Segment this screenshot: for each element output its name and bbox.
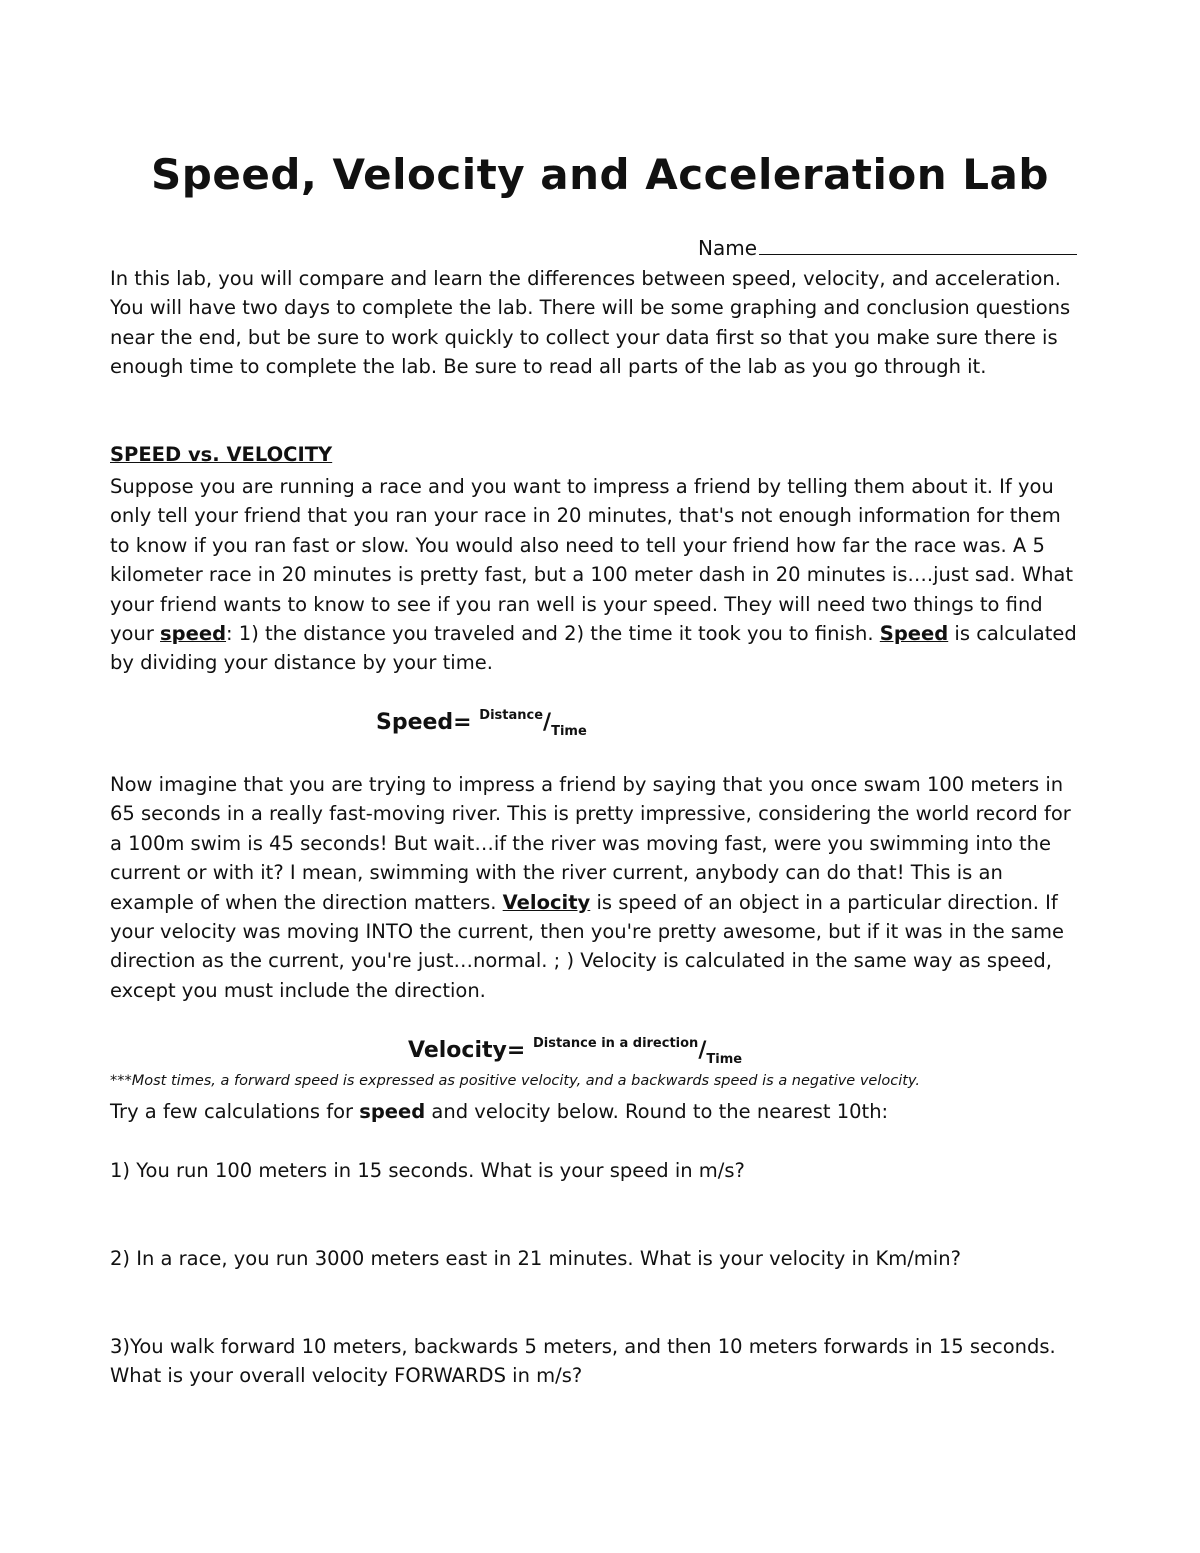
intro-paragraph: In this lab, you will compare and learn the differences between speed, velocity, and acceleration. You will have two days to complete the lab. There will be some graphing and conclusion questions near the end, but be sure to work quickly to collect your data first so that you make sure there is enough time to complete the lab. Be sure to read all parts of the lab as you go through it. xyxy=(110,267,1071,379)
velocity-formula-label: Velocity= xyxy=(408,1038,526,1063)
instructions-text-2: and velocity below. Round to the nearest 10th: xyxy=(425,1100,889,1123)
name-field xyxy=(698,234,1077,260)
velocity-note: ***Most times, a forward speed is expressed as positive velocity, and a backwards speed is a negative velocity. xyxy=(110,1073,920,1089)
question-1: 1) You run 100 meters in 15 seconds. What is your speed in m/s? xyxy=(110,1159,745,1182)
instructions-bold: speed xyxy=(359,1100,426,1123)
name-label: Name xyxy=(698,236,758,260)
instructions xyxy=(110,1097,1080,1126)
speed-text-3: is calculated by dividing your distance by your time. xyxy=(110,622,1077,675)
section-heading-speed-vs-velocity: SPEED vs. VELOCITY xyxy=(110,443,333,466)
velocity-paragraph xyxy=(110,770,1080,1005)
velocity-text-1: Now imagine that you are trying to impress a friend by saying that you once swam 100 meters in 65 seconds in a really fast-moving river. This is pretty impressive, considering the world record for a 100m swim is 45 seconds! But wait…if the river was moving fast, were you swimming into the current or with it? I mean, swimming with the river current, anybody can do that! This is an example of when the direction matters. xyxy=(110,773,1071,914)
speed-formula-label: Speed= xyxy=(376,710,472,735)
speed-paragraph xyxy=(110,472,1080,678)
speed-term-2: Speed xyxy=(879,622,949,646)
velocity-formula-slash: / xyxy=(698,1038,707,1063)
speed-formula-denominator: Time xyxy=(551,724,587,739)
instructions-text-1: Try a few calculations for xyxy=(110,1100,360,1123)
speed-text-2: : 1) the distance you traveled and 2) the time it took you to finish. xyxy=(226,622,880,646)
name-blank-line xyxy=(759,234,1077,255)
velocity-formula-denominator: Time xyxy=(706,1052,743,1067)
speed-formula-slash: / xyxy=(543,710,552,735)
speed-term-1: speed xyxy=(160,622,227,646)
question-3: 3)You walk forward 10 meters, backwards 5 meters, and then 10 meters forwards in 15 seconds. What is your overall velocity FORWARDS in m/s? xyxy=(110,1335,1056,1388)
speed-formula-numerator: Distance xyxy=(479,708,544,723)
speed-formula xyxy=(376,708,587,739)
velocity-text-2: is speed of an object in a particular direction. If your velocity was moving INTO the current, then you're pretty awesome, but if it was in the same direction as the current, you're just…normal. ; ) Velocity is calculated in the same way as speed, except you must include the direction. xyxy=(110,890,1065,1002)
speed-text-1: Suppose you are running a race and you want to impress a friend by telling them about it. If you only tell your friend that you ran your race in 20 minutes, that's not enough information for them to know if you ran fast or slow. You would also need to tell your friend how far the race was. A 5 kilometer race in 20 minutes is pretty fast, but a 100 meter dash in 20 minutes is….just sad. What your friend wants to know to see if you ran well is your speed. They will need two things to find your xyxy=(110,475,1074,646)
velocity-formula xyxy=(408,1036,742,1067)
question-2: 2) In a race, you run 3000 meters east in 21 minutes. What is your velocity in Km/min? xyxy=(110,1247,961,1270)
velocity-term: Velocity xyxy=(502,890,591,914)
page-title: Speed, Velocity and Acceleration Lab xyxy=(151,150,1049,199)
velocity-formula-numerator: Distance in a direction xyxy=(532,1036,699,1051)
